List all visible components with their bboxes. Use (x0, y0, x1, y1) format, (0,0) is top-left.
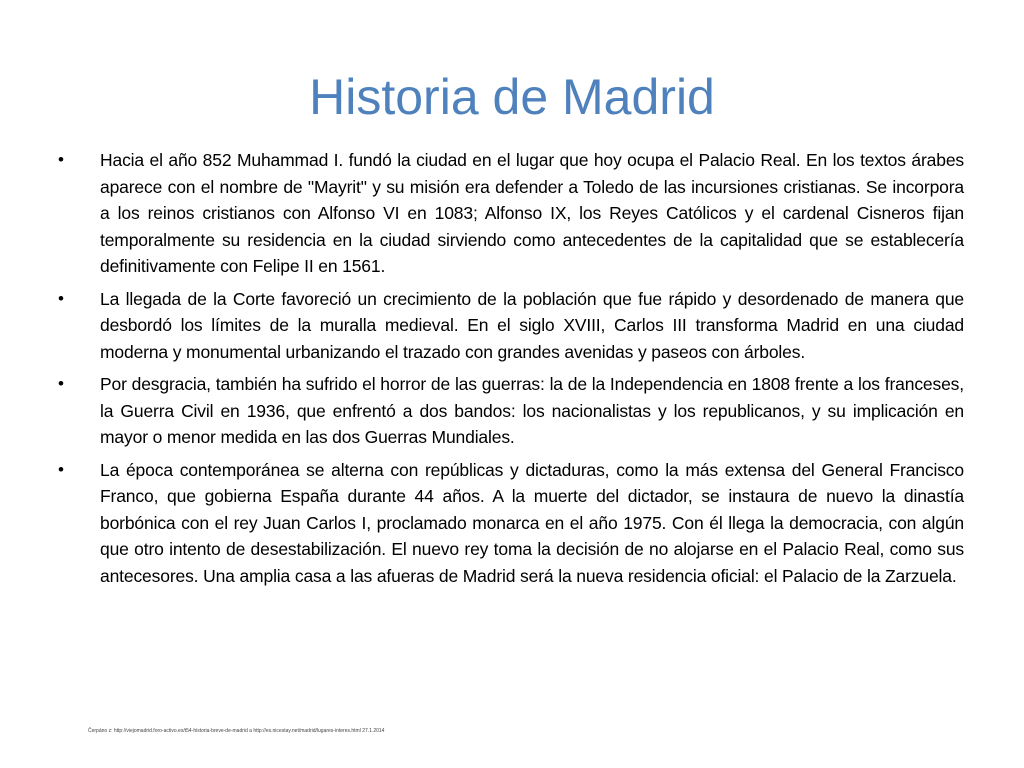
bullet-icon: • (58, 374, 64, 393)
source-footnote: Čerpáno z: http://viejomadrid.foro-activo.es/t54-historia-breve-de-madrid a http://es.nicestay.net/madrid/lugares-interes.html 27.1.2014 (88, 728, 385, 734)
bullet-icon: • (58, 288, 64, 308)
bullet-list (58, 147, 964, 595)
bullet-icon: • (58, 459, 64, 479)
bullet-item (58, 286, 964, 366)
bullet-text: Hacia el año 852 Muhammad I. fundó la ciudad en el lugar que hoy ocupa el Palacio Real. En los textos árabes aparece con el nombre de "Mayrit" y su misión era defender a Toledo de las incursiones cristianas. Se incorpora a los reinos cristianos con Alfonso VI en 1083; Alfonso IX, los Reyes Católicos y el cardenal Cisneros fijan temporalmente su residencia en la ciudad sirviendo como antecedentes de la capitalidad que se establecería definitivamente con Felipe II en 1561. (100, 150, 964, 276)
bullet-text: La época contemporánea se alterna con repúblicas y dictaduras, como la más extensa del General Francisco Franco, que gobierna España durante 44 años. A la muerte del dictador, se instaura de nuevo la dinastía borbónica con el rey Juan Carlos I, proclamado monarca en el año 1975. Con él llega la democracia, con algún que otro intento de desestabilización. El nuevo rey toma la decisión de no alojarse en el Palacio Real, como sus antecesores. Una amplia casa a las afueras de Madrid será la nueva residencia oficial: el Palacio de la Zarzuela. (100, 459, 964, 586)
slide-title: Historia de Madrid (309, 69, 715, 125)
bullet-item (58, 147, 964, 280)
bullet-item (58, 371, 964, 451)
bullet-text: La llegada de la Corte favoreció un crecimiento de la población que fue rápido y desordenado de manera que desbordó los límites de la muralla medieval. En el siglo XVIII, Carlos III transforma Madrid en una ciudad moderna y monumental urbanizando el trazado con grandes avenidas y paseos con árboles. (100, 288, 964, 362)
bullet-icon: • (58, 150, 64, 169)
bullet-text: Por desgracia, también ha sufrido el horror de las guerras: la de la Independencia en 1808 frente a los franceses, la Guerra Civil en 1936, que enfrentó a dos bandos: los nacionalistas y los republicanos, y su implicación en mayor o menor medida en las dos Guerras Mundiales. (100, 374, 964, 447)
bullet-item (58, 457, 964, 590)
